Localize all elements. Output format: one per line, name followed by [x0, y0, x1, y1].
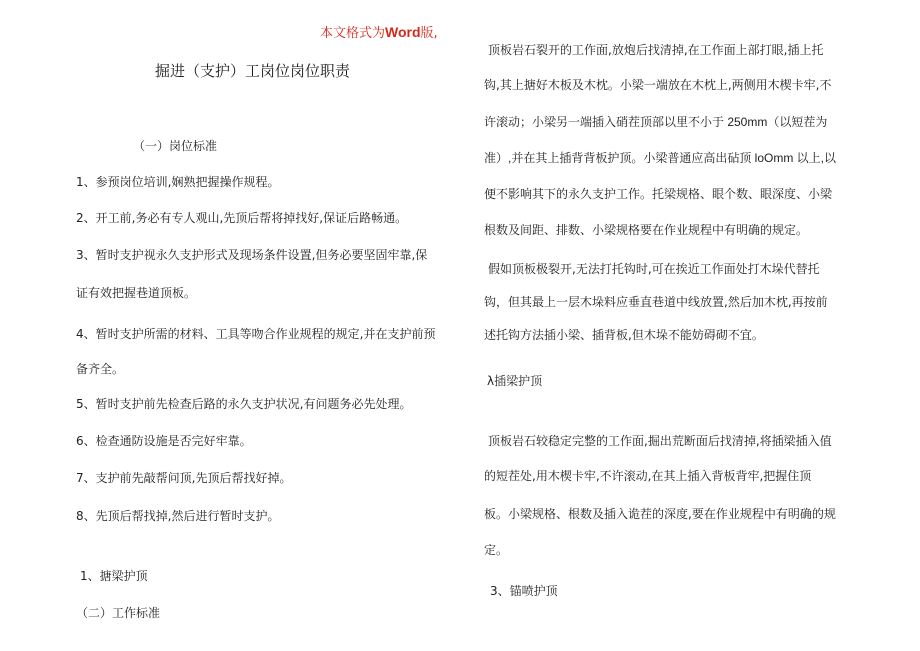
list-item: 5、暂时支护前先检查后路的永久支护状况,有问题务必先处理。	[76, 397, 412, 411]
page-title: 掘进（支护）工岗位岗位职责	[155, 62, 351, 80]
paragraph-line: 假如顶板极裂开,无法打托钩时,可在挨近工作面处打木垛代替托	[488, 262, 820, 276]
paragraph-line: 便不影响其下的永久支护工作。托梁规格、眼个数、眼深度、小梁	[484, 187, 833, 201]
list-item: 证有效把握巷道顶板。	[76, 286, 197, 300]
list-item: 备齐全。	[76, 362, 125, 376]
watermark-prefix: 本文格式为	[320, 26, 386, 41]
sub-heading: 3、锚喷护顶	[490, 584, 558, 598]
list-item: 4、暂时支护所需的材料、工具等吻合作业规程的规定,并在支护前预	[76, 327, 436, 341]
watermark-suffix: 版,	[420, 26, 438, 41]
list-item: 3、暂时支护视永久支护形式及现场条件设置,但务必要坚固牢靠,保	[76, 248, 428, 262]
section-heading-standard: （一）岗位标准	[133, 139, 218, 153]
paragraph-line: 钩,其上搪好木板及木枕。小梁一端放在木枕上,两侧用木楔卡牢,不	[484, 78, 832, 92]
list-item: 1、参预岗位培训,娴熟把握操作规程。	[76, 175, 280, 189]
list-item: 7、支护前先敲帮问顶,先顶后帮找好掉。	[76, 471, 292, 485]
sub-heading: 1、搪梁护顶	[80, 569, 148, 583]
paragraph-line: 定。	[484, 543, 509, 557]
paragraph-line: 准）,并在其上插背背板护顶。小梁普通应高出砧顶 loOmm 以上,以	[484, 151, 837, 165]
sub-heading: λ插梁护顶	[487, 374, 543, 388]
paragraph-line: 根数及间距、排数、小梁规格要在作业规程中有明确的规定。	[484, 223, 809, 237]
paragraph-line: 板。小梁规格、根数及插入诡茬的深度,要在作业规程中有明确的规	[484, 507, 836, 521]
list-item: 8、先顶后帮找掉,然后进行暂时支护。	[76, 509, 280, 523]
paragraph-line: 顶板岩石裂开的工作面,放炮后找清掉,在工作面上部打眼,插上托	[488, 43, 824, 57]
paragraph-line: 许滚动；小梁另一端插入硝茬顶部以里不小于 250mm（以短茬为	[484, 115, 828, 129]
list-item: 6、检查通防设施是否完好牢靠。	[76, 434, 252, 448]
paragraph-line: 顶板岩石较稳定完整的工作面,掘出荒断面后找清掉,将插梁插入值	[488, 434, 832, 448]
paragraph-line: 钩，但其最上一层木垛料应垂直巷道中线放置,然后加木枕,再按前	[484, 295, 828, 309]
watermark-brand: Word	[385, 24, 421, 40]
paragraph-line: 的短茬处,用木楔卡牢,不许滚动,在其上插入背板背牢,把握住顶	[484, 469, 812, 483]
watermark-text	[320, 22, 438, 41]
section-heading-work: （二）工作标准	[76, 606, 161, 620]
paragraph-line: 述托钩方法插小梁、插背板,但木垛不能妨碍砌不宜。	[484, 328, 764, 342]
list-item: 2、开工前,务必有专人观山,先顶后帮将掉找好,保证后路畅通。	[76, 211, 408, 225]
